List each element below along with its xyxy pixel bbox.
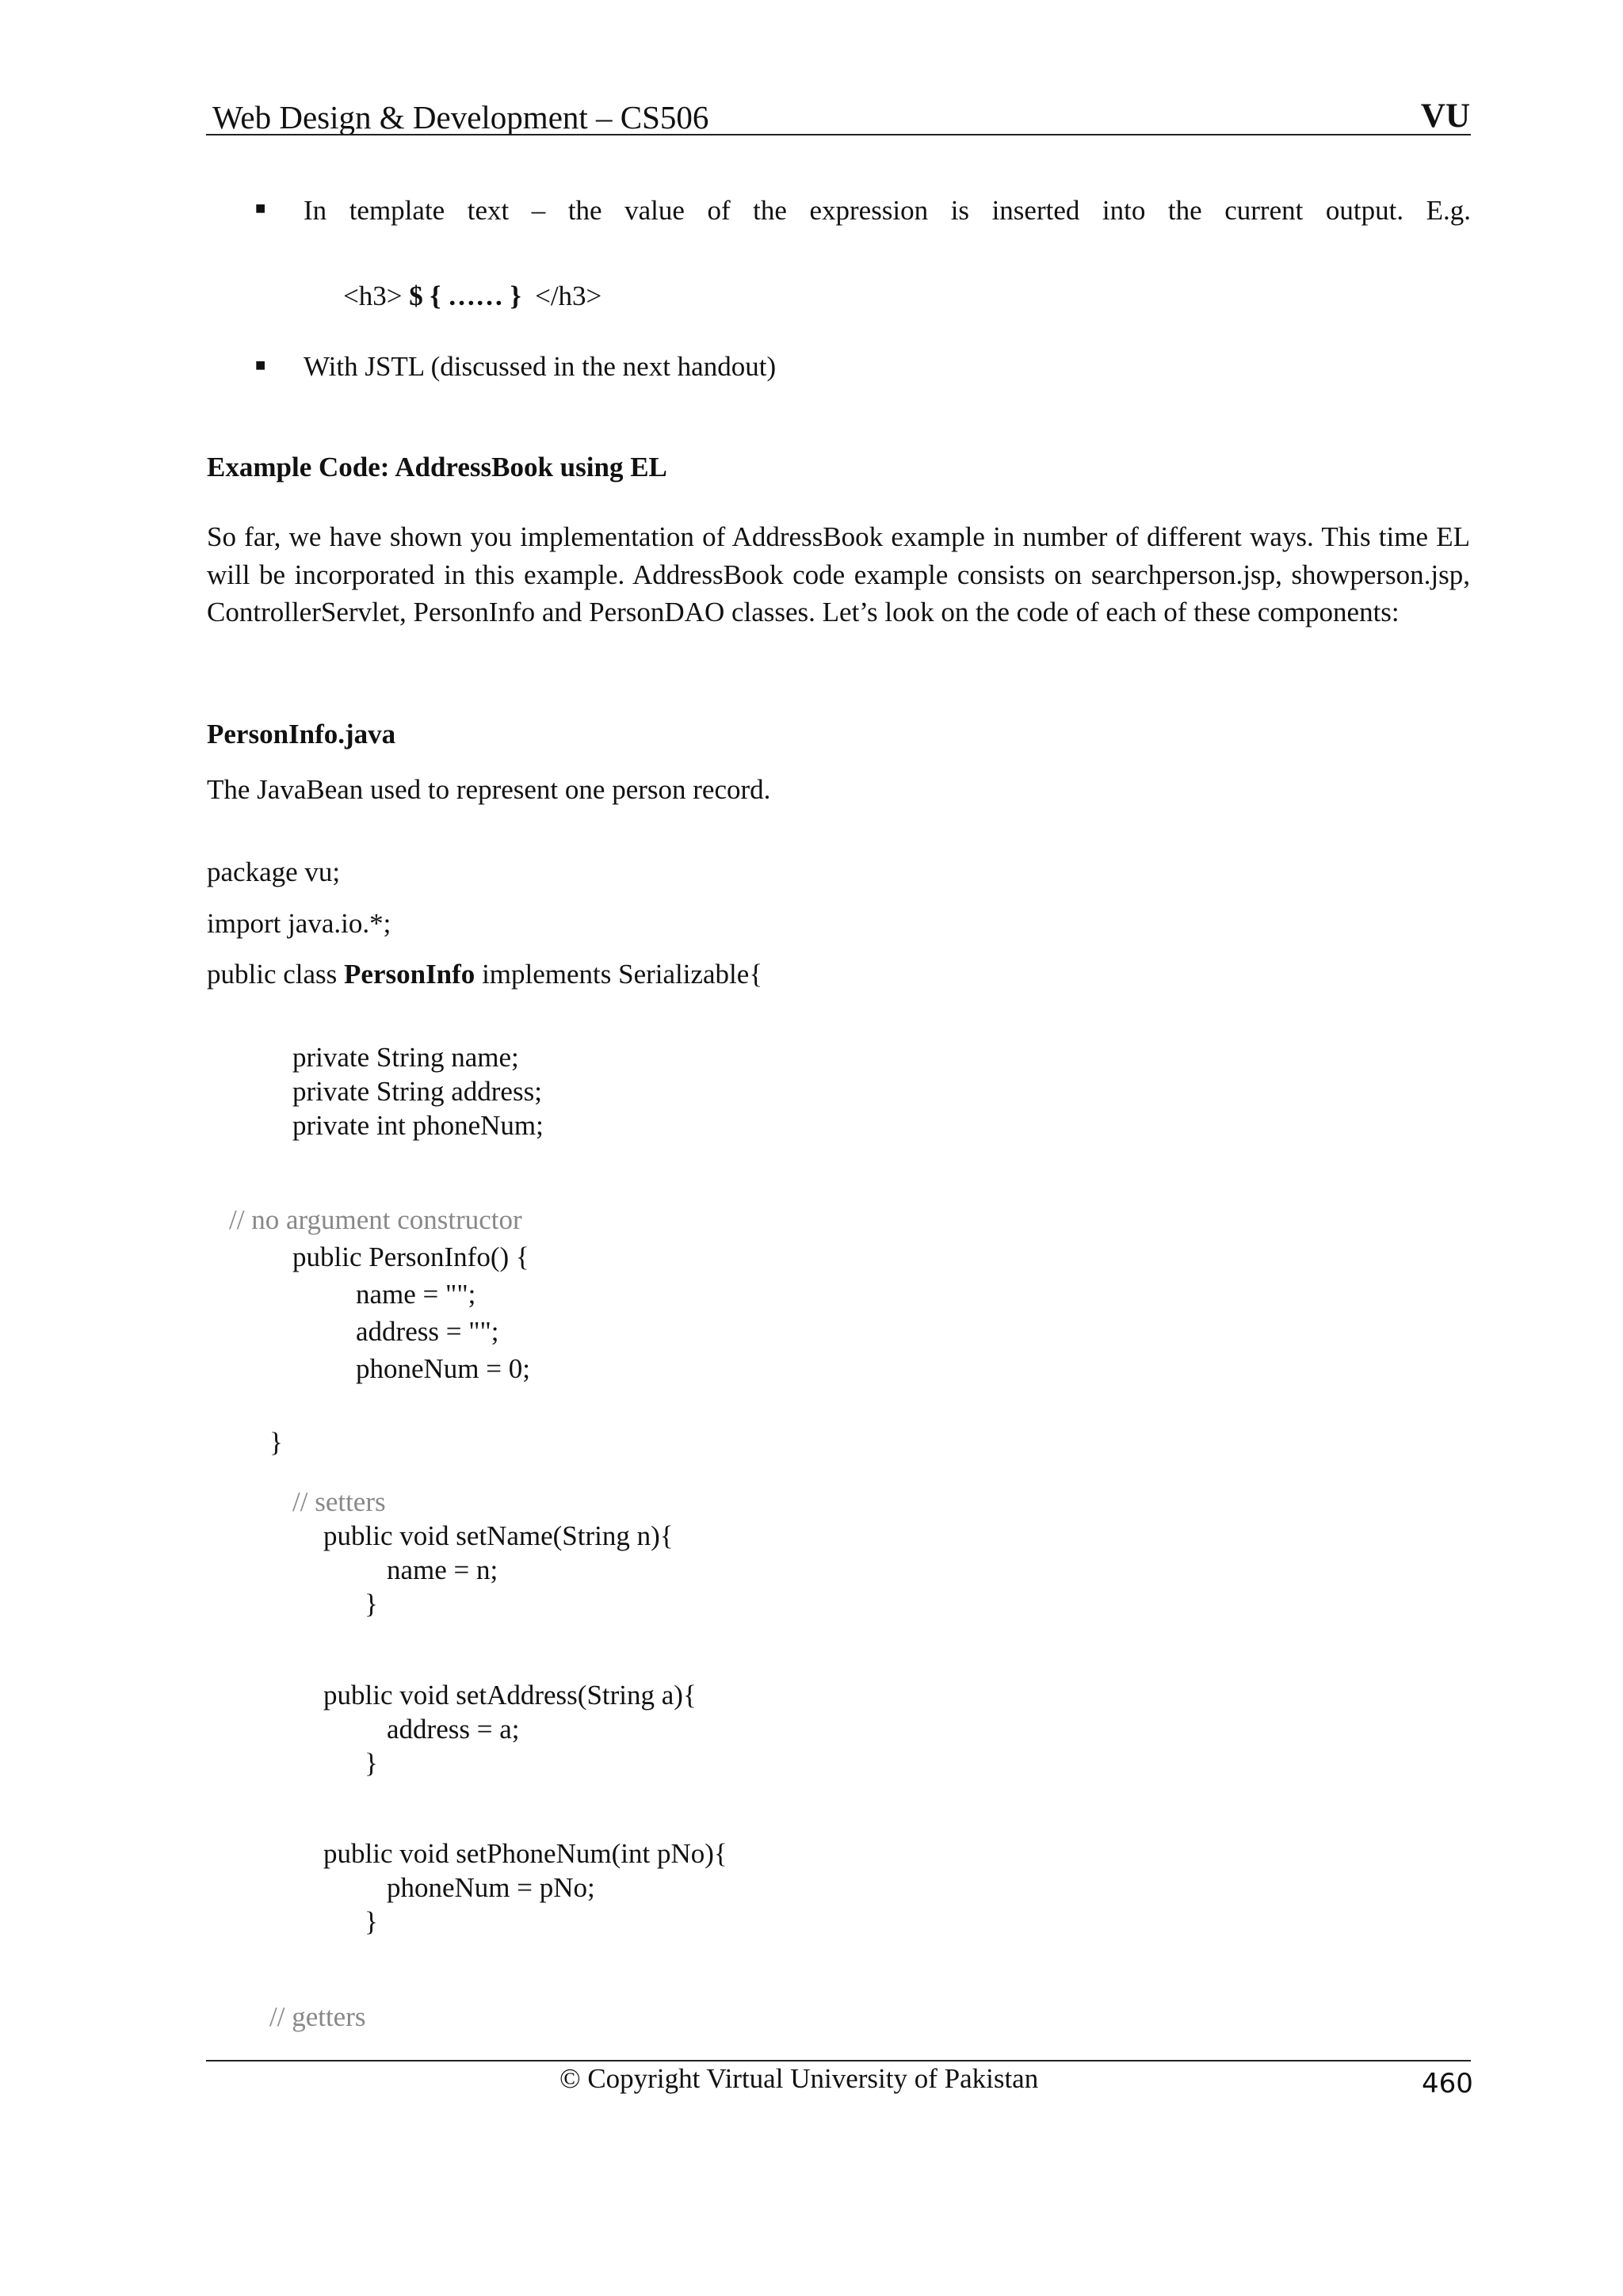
code-setaddress-signature: public void setAddress(String a){ <box>323 1680 697 1711</box>
code-init-name: name = ""; <box>356 1279 476 1310</box>
el-example-close-tag: </h3> <box>535 280 602 311</box>
code-setname-body: name = n; <box>387 1554 498 1585</box>
section-heading-example-code: Example Code: AddressBook using EL <box>207 452 667 482</box>
code-field-phone: private int phoneNum; <box>292 1110 544 1141</box>
el-example-expression: $ { …… } <box>409 280 521 311</box>
code-init-phone: phoneNum = 0; <box>356 1353 530 1384</box>
code-setaddress-body: address = a; <box>387 1714 520 1745</box>
header-rule <box>206 134 1471 135</box>
code-setaddress-close: } <box>365 1748 378 1779</box>
bullet-text-2: With JSTL (discussed in the next handout) <box>304 351 777 382</box>
section-heading-personinfo: PersonInfo.java <box>207 719 396 749</box>
code-field-address: private String address; <box>292 1076 542 1107</box>
bullet-marker-2: ■ <box>255 355 266 375</box>
bullet-text-1: In template text – the value of the expression is inserted into the current output. E.g. <box>304 195 1471 226</box>
header-title: Web Design & Development – CS506 <box>212 99 709 135</box>
code-class-keyword: public class <box>207 959 338 990</box>
code-setname-signature: public void setName(String n){ <box>323 1520 674 1551</box>
bullet-marker-1: ■ <box>255 198 266 218</box>
code-class-implements: implements Serializable{ <box>482 959 763 990</box>
code-constructor-close: } <box>269 1427 283 1458</box>
code-setphone-body: phoneNum = pNo; <box>387 1872 595 1903</box>
code-comment-getters: // getters <box>269 2001 366 2032</box>
code-field-name: private String name; <box>292 1042 519 1073</box>
code-setphone-signature: public void setPhoneNum(int pNo){ <box>323 1838 727 1869</box>
code-init-address: address = ""; <box>356 1316 499 1347</box>
code-import: import java.io.*; <box>207 908 391 939</box>
code-class-declaration <box>207 955 762 993</box>
el-example-line <box>343 277 601 315</box>
code-class-name: PersonInfo <box>344 959 475 990</box>
code-package: package vu; <box>207 856 341 887</box>
personinfo-description: The JavaBean used to represent one person record. <box>207 774 771 805</box>
footer-copyright: © Copyright Virtual University of Pakistan <box>559 2063 1039 2094</box>
code-setphone-close: } <box>365 1906 378 1937</box>
header-logo-text: VU <box>1420 97 1470 135</box>
el-example-open-tag: <h3> <box>343 280 403 311</box>
intro-paragraph: So far, we have shown you implementation of AddressBook example in number of different ways. This time EL will be incorporated in this example. AddressBook code example consists on searchperson.jsp, showperson.jsp, ControllerServlet, PersonInfo and PersonDAO classes. Let’s look on the code of each of these components: <box>207 521 1470 627</box>
code-setname-close: } <box>365 1589 378 1619</box>
footer-rule <box>206 2060 1471 2061</box>
code-comment-constructor: // no argument constructor <box>229 1204 522 1235</box>
code-comment-setters: // setters <box>292 1486 386 1517</box>
page-number: 460 <box>1422 2068 1473 2100</box>
code-constructor-signature: public PersonInfo() { <box>292 1241 529 1272</box>
